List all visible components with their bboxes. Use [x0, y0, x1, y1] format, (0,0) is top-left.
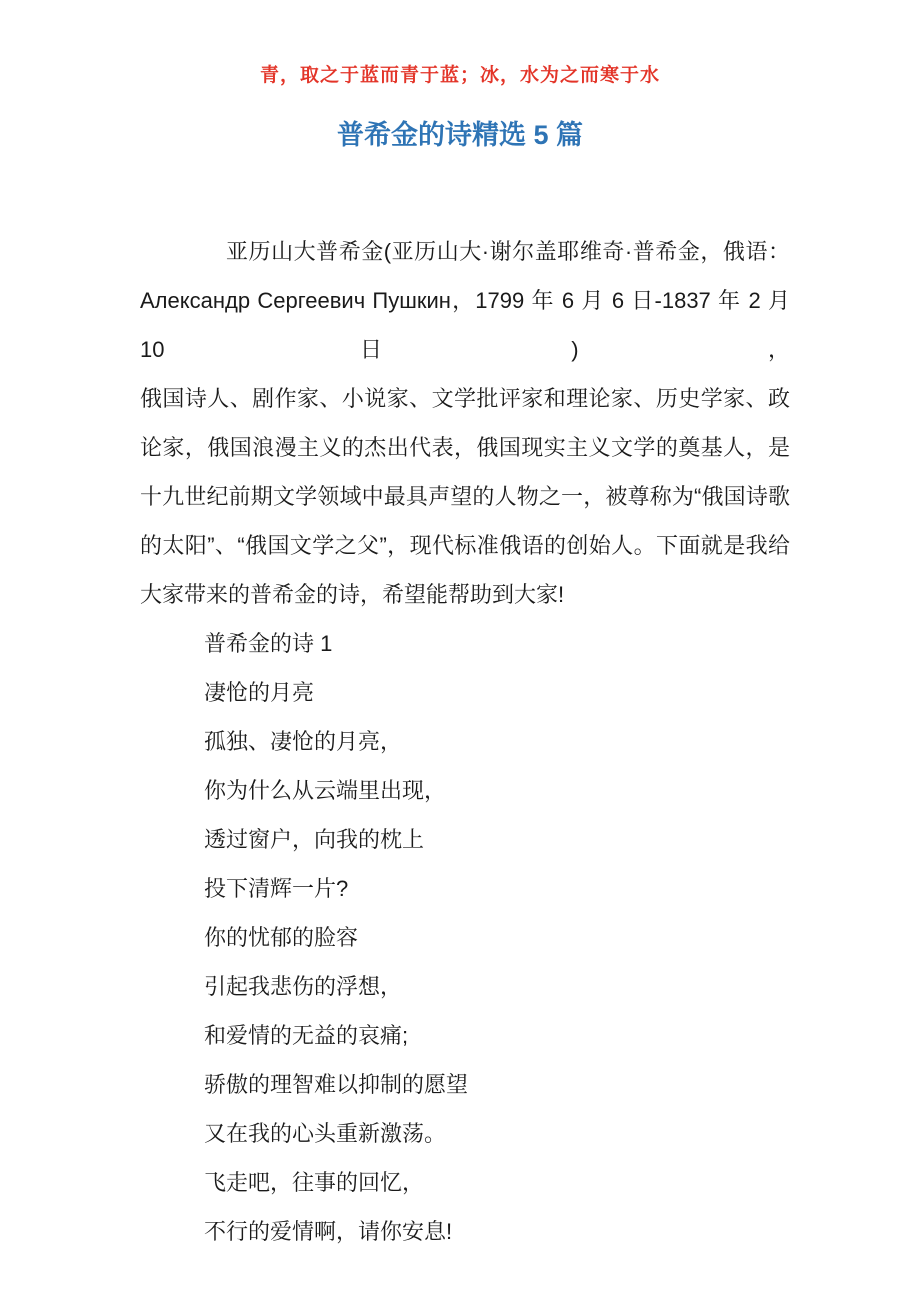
poem-line: 飞走吧，往事的回忆，: [204, 1170, 425, 1195]
poem-line: 又在我的心头重新激荡。: [204, 1121, 447, 1146]
poem-line: 引起我悲伤的浮想，: [204, 974, 403, 999]
document-body: [140, 227, 790, 1256]
poem-lines: [140, 717, 790, 1256]
poem-line: 透过窗户，向我的枕上: [204, 827, 425, 852]
poem-line: 不行的爱情啊，请你安息!: [204, 1219, 453, 1244]
intro-paragraph: [140, 227, 790, 619]
intro-line: 大家带来的普希金的诗，希望能帮助到大家!: [140, 582, 565, 607]
poem-line: 投下清辉一片?: [204, 876, 349, 901]
poem-title: 凄怆的月亮: [204, 680, 315, 705]
page-title: 普希金的诗精选 5 篇: [336, 120, 584, 150]
intro-line: 俄国诗人、剧作家、小说家、文学批评家和理论家、历史学家、政: [140, 386, 790, 411]
intro-line: Александр Сергеевич Пушкин，1799 年 6 月 6 日-1837 年 2 月 10 日)，: [140, 288, 790, 362]
intro-line: 的太阳”、“俄国文学之父”，现代标准俄语的创始人。下面就是我给: [140, 533, 790, 558]
intro-line: 十九世纪前期文学领域中最具声望的人物之一，被尊称为“俄国诗歌: [140, 484, 790, 509]
poem-line: 孤独、凄怆的月亮，: [204, 729, 403, 754]
poem-section-label: 普希金的诗 1: [204, 631, 333, 656]
poem-line: 你的忧郁的脸容: [204, 925, 359, 950]
poem-line: 和爱情的无益的哀痛;: [204, 1023, 409, 1048]
header-quote: 青，取之于蓝而青于蓝；冰，水为之而寒于水: [259, 65, 660, 86]
poem-line: 骄傲的理智难以抑制的愿望: [204, 1072, 469, 1097]
poem-line: 你为什么从云端里出现，: [204, 778, 447, 803]
intro-line: 亚历山大普希金(亚历山大·谢尔盖耶维奇·普希金，俄语：: [226, 239, 790, 264]
intro-line: 论家，俄国浪漫主义的杰出代表，俄国现实主义文学的奠基人，是: [140, 435, 790, 460]
poem-section: [140, 619, 790, 1256]
